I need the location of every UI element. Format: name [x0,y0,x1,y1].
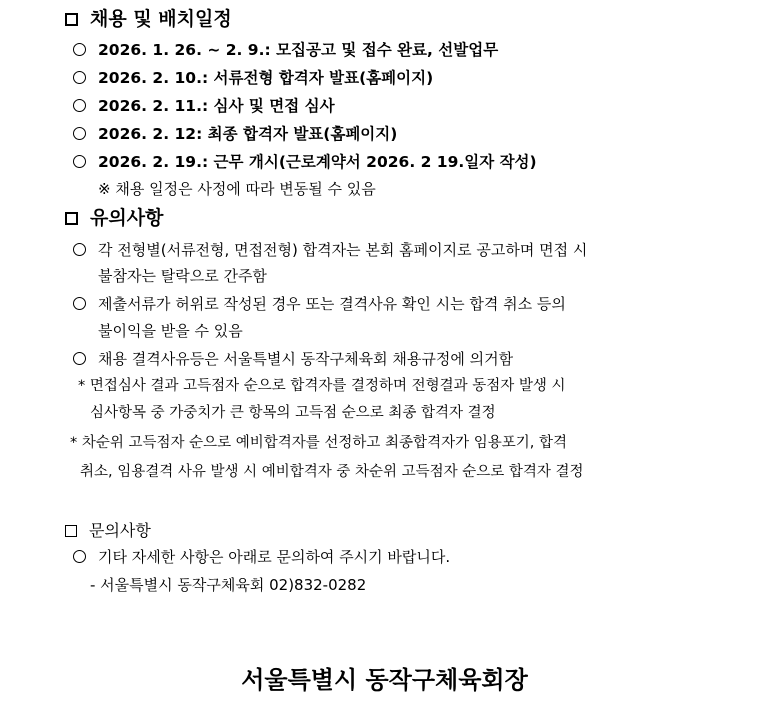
circle-bullet-icon [73,550,86,563]
schedule-text: 2026. 1. 26. ~ 2. 9.: 모집공고 및 접수 완료, 선발업무 [98,41,499,59]
inquiry-item [73,550,450,565]
circle-bullet-icon [73,127,86,140]
schedule-text: 2026. 2. 11.: 심사 및 면접 심사 [98,97,335,115]
section-title: 유의사항 [90,207,164,229]
notice-text-cont: 불참자는 탈락으로 간주함 [98,267,267,285]
square-bullet-icon [65,525,77,537]
notice-item [73,297,566,312]
schedule-item [73,99,335,115]
notice-text: 제출서류가 허위로 작성된 경우 또는 결격사유 확인 시는 합격 취소 등의 [98,295,566,313]
section-heading-inquiry [65,523,151,539]
contact-info: - 서울특별시 동작구체육회 02)832-0282 [90,576,367,594]
schedule-text: 2026. 2. 12: 최종 합격자 발표(홈페이지) [98,125,398,143]
inquiry-text: 기타 자세한 사항은 아래로 문의하여 주시기 바랍니다. [98,548,451,566]
issuer-signature: 서울특별시 동작구체육회장 [241,666,528,694]
schedule-text: 2026. 2. 19.: 근무 개시(근로계약서 2026. 2 19.일자 작성) [98,153,537,171]
circle-bullet-icon [73,155,86,168]
circle-bullet-icon [73,352,86,365]
schedule-item [73,43,498,59]
section-heading-schedule [65,10,232,29]
star-note-cont: 심사항목 중 가중치가 큰 항목의 고득점 순으로 최종 합격자 결정 [90,405,496,421]
schedule-item [73,71,433,87]
section-title: 문의사항 [89,521,151,540]
circle-bullet-icon [73,297,86,310]
circle-bullet-icon [73,43,86,56]
square-bullet-icon [65,212,78,225]
schedule-item [73,155,537,171]
circle-bullet-icon [73,71,86,84]
schedule-note: ※ 채용 일정은 사정에 따라 변동될 수 있음 [98,180,376,198]
star-note: * 면접심사 결과 고득점자 순으로 합격자를 결정하며 전형결과 동점자 발생 시 [78,378,566,394]
notice-text: 채용 결격사유등은 서울특별시 동작구체육회 채용규정에 의거함 [98,350,514,368]
schedule-text: 2026. 2. 10.: 서류전형 합격자 발표(홈페이지) [98,69,434,87]
star-note: * 차순위 고득점자 순으로 예비합격자를 선정하고 최종합격자가 임용포기, 합격 [70,435,567,451]
schedule-item [73,127,397,143]
notice-text: 각 전형별(서류전형, 면접전형) 합격자는 본회 홈페이지로 공고하며 면접 시 [98,241,588,259]
notice-item [73,243,587,258]
section-heading-notices [65,209,163,228]
notice-text-cont: 불이익을 받을 수 있음 [98,322,243,340]
circle-bullet-icon [73,99,86,112]
circle-bullet-icon [73,243,86,256]
notice-item [73,352,513,367]
square-bullet-icon [65,13,78,26]
section-title: 채용 및 배치일정 [90,8,232,30]
star-note-cont: 취소, 임용결격 사유 발생 시 예비합격자 중 차순위 고득점자 순으로 합격자 결정 [80,464,584,480]
